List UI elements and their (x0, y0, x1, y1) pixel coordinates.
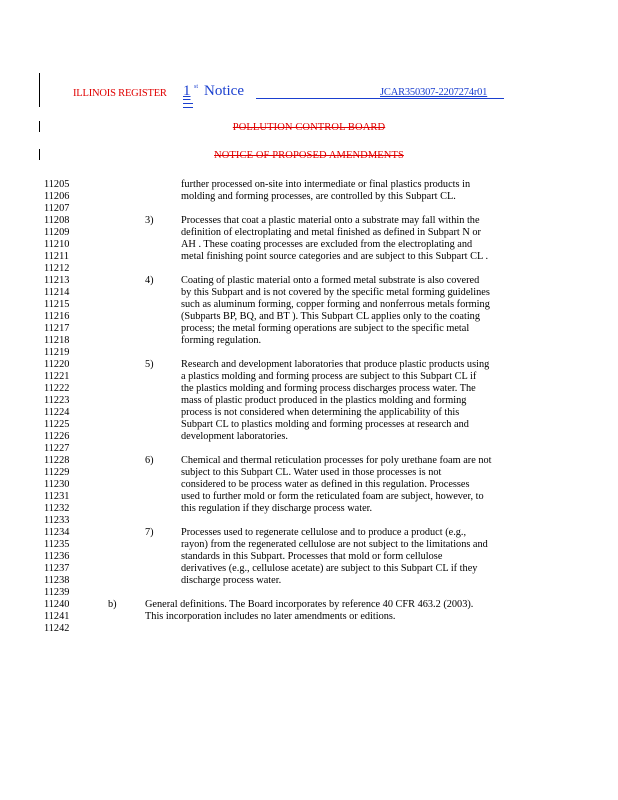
line-text: development laboratories. (181, 431, 288, 442)
line-number: 11214 (44, 287, 70, 298)
line-number: 11206 (44, 191, 70, 202)
line-number: 11235 (44, 539, 70, 550)
line-text: a plastics molding and forming process are subject to this Subpart CL if (181, 371, 477, 382)
document-line (0, 191, 618, 203)
line-text: used to further mold or form the reticulated foam are subject, however, to (181, 491, 484, 502)
document-line (0, 587, 618, 599)
item-label: 6) (145, 455, 154, 466)
line-text: discharge process water. (181, 575, 282, 586)
change-bar (39, 73, 40, 107)
register-header (73, 83, 513, 105)
line-text: further processed on-site into intermediate or final plastics products in (181, 179, 471, 190)
line-number: 11230 (44, 479, 70, 490)
document-line (0, 491, 618, 503)
document-line (0, 563, 618, 575)
line-text: Processes used to regenerate cellulose and to produce a product (e.g., (181, 527, 467, 538)
line-text: derivatives (e.g., cellulose acetate) are subject to this Subpart CL if they (181, 563, 478, 574)
line-number: 11207 (44, 203, 70, 214)
line-text: the plastics molding and forming process discharges process water. The (181, 383, 476, 394)
item-label: b) (108, 599, 117, 610)
document-line (0, 179, 618, 191)
document-line (0, 215, 618, 227)
line-number: 11236 (44, 551, 70, 562)
line-number: 11225 (44, 419, 70, 430)
line-number: 11229 (44, 467, 70, 478)
line-number: 11233 (44, 515, 70, 526)
line-number: 11216 (44, 311, 70, 322)
document-line (0, 455, 618, 467)
line-number: 11234 (44, 527, 70, 538)
document-line (0, 515, 618, 527)
document-line (0, 395, 618, 407)
board-title: POLLUTION CONTROL BOARD (232, 122, 386, 133)
document-line (0, 347, 618, 359)
document-line (0, 275, 618, 287)
document-line (0, 371, 618, 383)
line-number: 11213 (44, 275, 70, 286)
line-text: This incorporation includes no later amendments or editions. (145, 611, 396, 622)
line-number: 11226 (44, 431, 70, 442)
line-number: 11223 (44, 395, 70, 406)
document-line (0, 551, 618, 563)
line-text: by this Subpart and is not covered by the specific metal forming guidelines (181, 287, 490, 298)
line-text: this regulation if they discharge process water. (181, 503, 373, 514)
document-line (0, 479, 618, 491)
line-text: forming regulation. (181, 335, 262, 346)
line-text: metal finishing point source categories and are subject to this Subpart CL . (181, 251, 489, 262)
line-text: standards in this Subpart. Processes that mold or form cellulose (181, 551, 443, 562)
document-line (0, 575, 618, 587)
item-label: 4) (145, 275, 154, 286)
line-text: Research and development laboratories that produce plastic products using (181, 359, 490, 370)
line-number: 11224 (44, 407, 70, 418)
register-name: ILLINOIS REGISTER (73, 88, 167, 99)
double-underline (183, 103, 193, 108)
line-number: 11205 (44, 179, 70, 190)
line-text: such as aluminum forming, copper forming and nonferrous metals forming (181, 299, 490, 310)
line-text: process is not considered when determining the applicability of this (181, 407, 460, 418)
line-number: 11240 (44, 599, 70, 610)
line-number: 11231 (44, 491, 70, 502)
line-text: Subpart CL to plastics molding and forming processes at research and (181, 419, 469, 430)
line-number: 11217 (44, 323, 70, 334)
line-number: 11228 (44, 455, 70, 466)
document-line (0, 419, 618, 431)
line-text: molding and forming processes, are controlled by this Subpart CL. (181, 191, 456, 202)
line-text: mass of plastic product produced in the plastics molding and forming (181, 395, 467, 406)
line-text: subject to this Subpart CL. Water used in those processes is not (181, 467, 442, 478)
line-number: 11238 (44, 575, 70, 586)
header-underline (256, 98, 504, 99)
line-number: 11215 (44, 299, 70, 310)
line-number: 11241 (44, 611, 70, 622)
line-text: rayon) from the regenerated cellulose are not subject to the limitations and (181, 539, 488, 550)
document-line (0, 467, 618, 479)
document-line (0, 599, 618, 611)
numbered-text-body (0, 179, 618, 635)
line-number: 11220 (44, 359, 70, 370)
line-number: 11232 (44, 503, 70, 514)
document-line (0, 527, 618, 539)
line-number: 11208 (44, 215, 70, 226)
document-line (0, 311, 618, 323)
document-line (0, 623, 618, 635)
document-line (0, 539, 618, 551)
document-line (0, 299, 618, 311)
document-line (0, 359, 618, 371)
document-line (0, 323, 618, 335)
line-text: definition of electroplating and metal finished as defined in Subpart N or (181, 227, 481, 238)
line-text: Chemical and thermal reticulation processes for poly urethane foam are not (181, 455, 492, 466)
line-number: 11211 (44, 251, 69, 262)
line-text: (Subparts BP, BQ, and BT ). This Subpart CL applies only to the coating (181, 311, 480, 322)
item-label: 3) (145, 215, 154, 226)
notice-title: NOTICE OF PROPOSED AMENDMENTS (214, 150, 404, 161)
item-label: 7) (145, 527, 154, 538)
line-text: process; the metal forming operations are subject to the specific metal (181, 323, 470, 334)
document-line (0, 251, 618, 263)
issue-number: 1 (183, 83, 191, 99)
document-line (0, 287, 618, 299)
line-text: considered to be process water as defined in this regulation. Processes (181, 479, 470, 490)
document-line (0, 431, 618, 443)
jcar-code: JCAR350307-2207274r01 (380, 87, 488, 98)
line-number: 11212 (44, 263, 70, 274)
line-number: 11239 (44, 587, 70, 598)
document-line (0, 443, 618, 455)
line-number: 11218 (44, 335, 70, 346)
line-number: 11242 (44, 623, 70, 634)
document-line (0, 335, 618, 347)
line-number: 11210 (44, 239, 70, 250)
notice-label: Notice (204, 83, 244, 99)
line-number: 11222 (44, 383, 70, 394)
line-number: 11209 (44, 227, 70, 238)
document-line (0, 611, 618, 623)
line-text: General definitions. The Board incorporates by reference 40 CFR 463.2 (2003). (145, 599, 474, 610)
line-number: 11221 (44, 371, 70, 382)
line-text: Coating of plastic material onto a formed metal substrate is also covered (181, 275, 480, 286)
document-line (0, 407, 618, 419)
document-line (0, 227, 618, 239)
line-number: 11219 (44, 347, 70, 358)
document-line (0, 383, 618, 395)
document-line (0, 503, 618, 515)
document-line (0, 239, 618, 251)
document-line (0, 263, 618, 275)
line-text: AH . These coating processes are excluded from the electroplating and (181, 239, 473, 250)
issue-suffix: st (194, 84, 199, 90)
line-text: Processes that coat a plastic material onto a substrate may fall within the (181, 215, 480, 226)
line-number: 11227 (44, 443, 70, 454)
item-label: 5) (145, 359, 154, 370)
line-number: 11237 (44, 563, 70, 574)
document-line (0, 203, 618, 215)
